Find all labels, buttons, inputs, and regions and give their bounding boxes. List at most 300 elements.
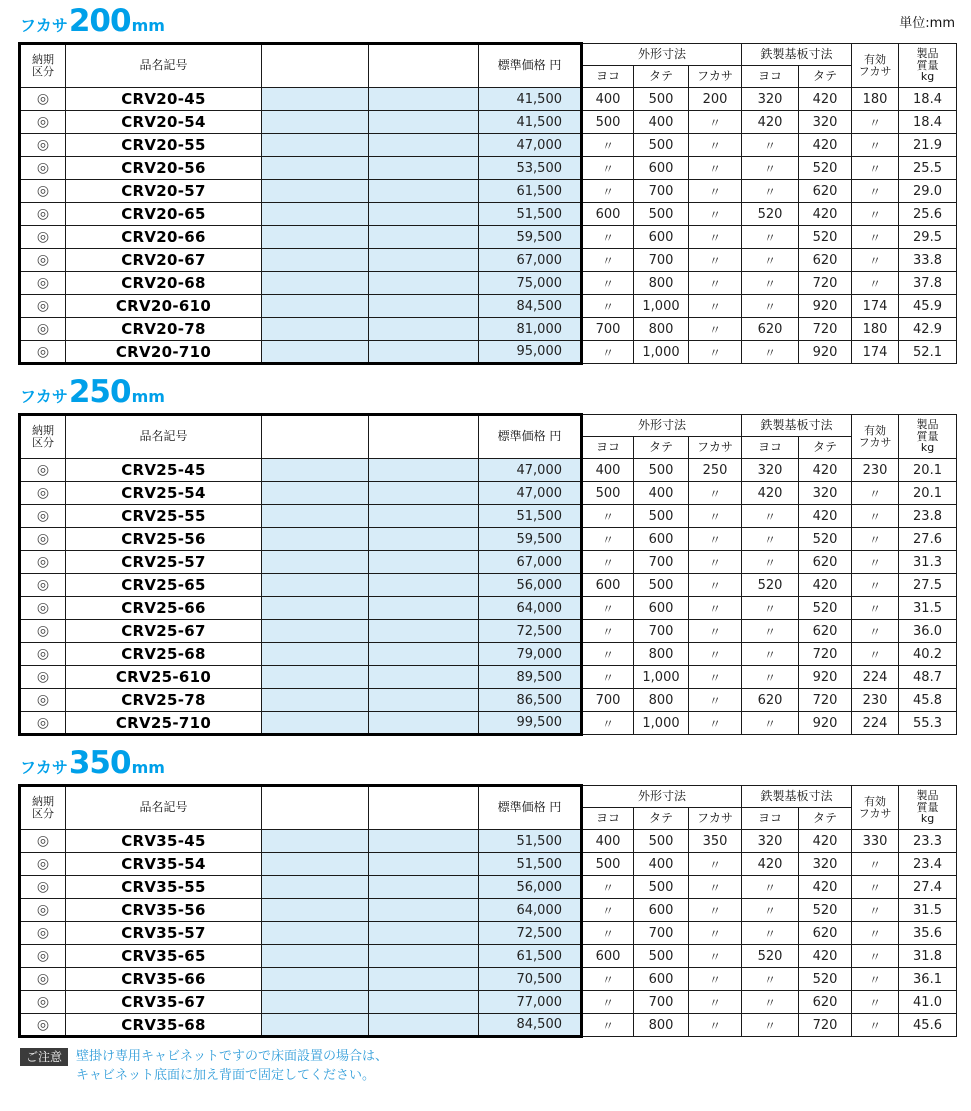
mass-cell: 31.3 xyxy=(899,551,957,574)
header-base-height: タテ xyxy=(799,808,852,830)
header-outer-dimensions: 外形寸法 xyxy=(582,786,742,808)
effective-depth-cell: 〃 xyxy=(852,272,899,295)
base-width-cell: 320 xyxy=(742,88,799,111)
delivery-mark-cell: ◎ xyxy=(20,180,66,203)
base-height-cell: 720 xyxy=(799,272,852,295)
outer-height-cell: 700 xyxy=(634,551,689,574)
delivery-mark-cell: ◎ xyxy=(20,620,66,643)
empty-cell xyxy=(369,1014,479,1037)
header-effective-line1: 有効 xyxy=(864,52,887,66)
base-width-cell: 〃 xyxy=(742,505,799,528)
header-height: タテ xyxy=(634,66,689,88)
effective-depth-cell: 〃 xyxy=(852,643,899,666)
base-width-cell: 420 xyxy=(742,853,799,876)
header-mass-line2: 質量 xyxy=(916,429,939,443)
outer-height-cell: 600 xyxy=(634,157,689,180)
outer-depth-cell: 〃 xyxy=(689,899,742,922)
outer-depth-cell: 〃 xyxy=(689,551,742,574)
outer-depth-cell: 200 xyxy=(689,88,742,111)
empty-cell xyxy=(369,226,479,249)
outer-width-cell: 〃 xyxy=(582,157,634,180)
base-width-cell: 〃 xyxy=(742,666,799,689)
empty-cell xyxy=(262,666,369,689)
table-row xyxy=(20,111,957,134)
outer-depth-cell: 〃 xyxy=(689,203,742,226)
base-height-cell: 920 xyxy=(799,295,852,318)
price-cell: 59,500 xyxy=(479,226,582,249)
effective-depth-cell: 〃 xyxy=(852,249,899,272)
price-cell: 79,000 xyxy=(479,643,582,666)
effective-depth-cell: 〃 xyxy=(852,111,899,134)
table-row xyxy=(20,712,957,735)
base-height-cell: 420 xyxy=(799,830,852,853)
empty-cell xyxy=(369,318,479,341)
outer-width-cell: 〃 xyxy=(582,991,634,1014)
price-table-section xyxy=(18,374,955,736)
header-price: 標準価格 円 xyxy=(479,415,582,459)
delivery-mark-cell: ◎ xyxy=(20,689,66,712)
empty-cell xyxy=(262,991,369,1014)
table-row xyxy=(20,318,957,341)
mass-cell: 25.5 xyxy=(899,157,957,180)
empty-cell xyxy=(262,922,369,945)
empty-cell xyxy=(262,853,369,876)
base-height-cell: 420 xyxy=(799,459,852,482)
product-code-cell: CRV20-54 xyxy=(66,111,262,134)
base-width-cell: 〃 xyxy=(742,1014,799,1037)
product-code-cell: CRV25-65 xyxy=(66,574,262,597)
product-code-cell: CRV20-57 xyxy=(66,180,262,203)
outer-width-cell: 500 xyxy=(582,111,634,134)
empty-cell xyxy=(369,111,479,134)
outer-width-cell: 700 xyxy=(582,689,634,712)
price-cell: 51,500 xyxy=(479,853,582,876)
outer-height-cell: 500 xyxy=(634,88,689,111)
price-cell: 64,000 xyxy=(479,597,582,620)
outer-width-cell: 〃 xyxy=(582,551,634,574)
outer-depth-cell: 〃 xyxy=(689,134,742,157)
outer-depth-cell: 〃 xyxy=(689,226,742,249)
mass-cell: 42.9 xyxy=(899,318,957,341)
header-product: 品名記号 xyxy=(66,44,262,88)
outer-height-cell: 400 xyxy=(634,853,689,876)
empty-cell xyxy=(369,968,479,991)
base-width-cell: 〃 xyxy=(742,899,799,922)
outer-width-cell: 〃 xyxy=(582,1014,634,1037)
delivery-mark-cell: ◎ xyxy=(20,968,66,991)
table-row xyxy=(20,922,957,945)
empty-cell xyxy=(369,341,479,364)
delivery-mark-cell: ◎ xyxy=(20,574,66,597)
outer-height-cell: 500 xyxy=(634,945,689,968)
section-title-value: 250 xyxy=(68,374,131,410)
outer-width-cell: 〃 xyxy=(582,597,634,620)
empty-cell xyxy=(369,922,479,945)
delivery-mark-cell: ◎ xyxy=(20,597,66,620)
product-code-cell: CRV35-55 xyxy=(66,876,262,899)
outer-width-cell: 400 xyxy=(582,88,634,111)
price-cell: 53,500 xyxy=(479,157,582,180)
empty-cell xyxy=(369,574,479,597)
outer-depth-cell: 〃 xyxy=(689,341,742,364)
delivery-mark-cell: ◎ xyxy=(20,459,66,482)
table-row xyxy=(20,272,957,295)
product-code-cell: CRV20-710 xyxy=(66,341,262,364)
effective-depth-cell: 〃 xyxy=(852,134,899,157)
table-row xyxy=(20,157,957,180)
base-height-cell: 720 xyxy=(799,1014,852,1037)
empty-cell xyxy=(369,830,479,853)
empty-cell xyxy=(369,272,479,295)
base-width-cell: 〃 xyxy=(742,528,799,551)
base-height-cell: 620 xyxy=(799,922,852,945)
empty-cell xyxy=(262,459,369,482)
header-effective-line2: フカサ xyxy=(858,806,892,820)
table-row xyxy=(20,945,957,968)
base-height-cell: 520 xyxy=(799,157,852,180)
empty-cell xyxy=(369,712,479,735)
table-row xyxy=(20,830,957,853)
header-empty-1 xyxy=(262,786,369,830)
table-row xyxy=(20,853,957,876)
product-code-cell: CRV25-55 xyxy=(66,505,262,528)
header-height: タテ xyxy=(634,808,689,830)
outer-depth-cell: 350 xyxy=(689,830,742,853)
price-cell: 75,000 xyxy=(479,272,582,295)
base-width-cell: 〃 xyxy=(742,620,799,643)
product-code-cell: CRV20-78 xyxy=(66,318,262,341)
caution-badge: ご注意 xyxy=(20,1048,68,1066)
header-mass-line1: 製品 xyxy=(916,47,939,61)
table-row xyxy=(20,459,957,482)
price-cell: 99,500 xyxy=(479,712,582,735)
mass-cell: 41.0 xyxy=(899,991,957,1014)
mass-cell: 31.5 xyxy=(899,597,957,620)
outer-depth-cell: 〃 xyxy=(689,643,742,666)
product-code-cell: CRV20-66 xyxy=(66,226,262,249)
base-height-cell: 620 xyxy=(799,551,852,574)
header-empty-1 xyxy=(262,415,369,459)
table-row xyxy=(20,991,957,1014)
empty-cell xyxy=(369,134,479,157)
table-row xyxy=(20,203,957,226)
caution-text-line2: キャビネット底面に加え背面で固定してください。 xyxy=(76,1067,376,1083)
product-code-cell: CRV25-54 xyxy=(66,482,262,505)
table-row xyxy=(20,341,957,364)
mass-cell: 45.6 xyxy=(899,1014,957,1037)
base-height-cell: 920 xyxy=(799,666,852,689)
outer-depth-cell: 〃 xyxy=(689,853,742,876)
price-cell: 89,500 xyxy=(479,666,582,689)
caution-text-line1: 壁掛け専用キャビネットですので床面設置の場合は、 xyxy=(76,1049,389,1064)
product-code-cell: CRV35-65 xyxy=(66,945,262,968)
delivery-mark-cell: ◎ xyxy=(20,482,66,505)
outer-width-cell: 400 xyxy=(582,459,634,482)
empty-cell xyxy=(369,551,479,574)
base-height-cell: 420 xyxy=(799,876,852,899)
outer-height-cell: 800 xyxy=(634,318,689,341)
empty-cell xyxy=(262,318,369,341)
base-width-cell: 〃 xyxy=(742,134,799,157)
outer-depth-cell: 〃 xyxy=(689,968,742,991)
mass-cell: 31.8 xyxy=(899,945,957,968)
section-title-value: 200 xyxy=(68,3,131,39)
section-title xyxy=(20,374,955,410)
outer-depth-cell: 〃 xyxy=(689,249,742,272)
outer-width-cell: 〃 xyxy=(582,295,634,318)
base-height-cell: 620 xyxy=(799,991,852,1014)
empty-cell xyxy=(369,689,479,712)
header-delivery xyxy=(20,44,66,88)
outer-height-cell: 800 xyxy=(634,689,689,712)
empty-cell xyxy=(369,620,479,643)
mass-cell: 27.5 xyxy=(899,574,957,597)
outer-depth-cell: 〃 xyxy=(689,689,742,712)
outer-height-cell: 800 xyxy=(634,272,689,295)
price-cell: 81,000 xyxy=(479,318,582,341)
product-code-cell: CRV25-57 xyxy=(66,551,262,574)
header-mass-line2: 質量 xyxy=(916,800,939,814)
outer-depth-cell: 〃 xyxy=(689,922,742,945)
empty-cell xyxy=(262,597,369,620)
empty-cell xyxy=(369,157,479,180)
base-width-cell: 〃 xyxy=(742,249,799,272)
product-code-cell: CRV25-45 xyxy=(66,459,262,482)
mass-cell: 31.5 xyxy=(899,899,957,922)
outer-width-cell: 〃 xyxy=(582,899,634,922)
price-cell: 41,500 xyxy=(479,111,582,134)
product-code-cell: CRV25-66 xyxy=(66,597,262,620)
effective-depth-cell: 〃 xyxy=(852,157,899,180)
empty-cell xyxy=(262,88,369,111)
delivery-mark-cell: ◎ xyxy=(20,295,66,318)
table-row xyxy=(20,968,957,991)
effective-depth-cell: 〃 xyxy=(852,853,899,876)
product-code-cell: CRV25-610 xyxy=(66,666,262,689)
outer-height-cell: 700 xyxy=(634,620,689,643)
caution-note xyxy=(20,1048,955,1086)
price-table-section xyxy=(18,745,955,1038)
section-title-suffix: mm xyxy=(131,387,165,406)
price-cell: 51,500 xyxy=(479,505,582,528)
delivery-mark-cell: ◎ xyxy=(20,1014,66,1037)
section-title xyxy=(20,3,955,39)
effective-depth-cell: 〃 xyxy=(852,203,899,226)
outer-height-cell: 1,000 xyxy=(634,666,689,689)
table-row xyxy=(20,899,957,922)
outer-depth-cell: 〃 xyxy=(689,945,742,968)
delivery-mark-cell: ◎ xyxy=(20,666,66,689)
outer-depth-cell: 〃 xyxy=(689,876,742,899)
empty-cell xyxy=(262,689,369,712)
effective-depth-cell: 330 xyxy=(852,830,899,853)
outer-width-cell: 700 xyxy=(582,318,634,341)
table-row xyxy=(20,876,957,899)
base-height-cell: 620 xyxy=(799,249,852,272)
outer-height-cell: 600 xyxy=(634,899,689,922)
effective-depth-cell: 〃 xyxy=(852,528,899,551)
base-width-cell: 〃 xyxy=(742,991,799,1014)
price-cell: 84,500 xyxy=(479,1014,582,1037)
empty-cell xyxy=(262,111,369,134)
header-depth: フカサ xyxy=(689,66,742,88)
mass-cell: 48.7 xyxy=(899,666,957,689)
base-width-cell: 〃 xyxy=(742,876,799,899)
header-mass-line3: kg xyxy=(920,70,935,84)
header-base-width: ヨコ xyxy=(742,808,799,830)
price-cell: 72,500 xyxy=(479,620,582,643)
outer-height-cell: 500 xyxy=(634,876,689,899)
outer-width-cell: 500 xyxy=(582,853,634,876)
outer-width-cell: 〃 xyxy=(582,666,634,689)
header-base-width: ヨコ xyxy=(742,66,799,88)
header-effective-line1: 有効 xyxy=(864,423,887,437)
table-row xyxy=(20,528,957,551)
price-cell: 51,500 xyxy=(479,830,582,853)
empty-cell xyxy=(369,295,479,318)
base-width-cell: 〃 xyxy=(742,272,799,295)
effective-depth-cell: 224 xyxy=(852,666,899,689)
price-table xyxy=(18,784,957,1038)
mass-cell: 35.6 xyxy=(899,922,957,945)
outer-width-cell: 〃 xyxy=(582,272,634,295)
empty-cell xyxy=(369,482,479,505)
outer-height-cell: 800 xyxy=(634,1014,689,1037)
header-empty-1 xyxy=(262,44,369,88)
delivery-mark-cell: ◎ xyxy=(20,318,66,341)
product-code-cell: CRV20-67 xyxy=(66,249,262,272)
empty-cell xyxy=(262,876,369,899)
mass-cell: 45.9 xyxy=(899,295,957,318)
empty-cell xyxy=(262,830,369,853)
empty-cell xyxy=(369,945,479,968)
effective-depth-cell: 〃 xyxy=(852,597,899,620)
price-cell: 56,000 xyxy=(479,574,582,597)
outer-width-cell: 600 xyxy=(582,574,634,597)
base-width-cell: 420 xyxy=(742,111,799,134)
price-cell: 59,500 xyxy=(479,528,582,551)
header-delivery-line2: 区分 xyxy=(32,436,54,449)
header-effective-depth xyxy=(852,786,899,830)
table-row xyxy=(20,643,957,666)
section-title-suffix: mm xyxy=(131,16,165,35)
mass-cell: 45.8 xyxy=(899,689,957,712)
price-cell: 61,500 xyxy=(479,945,582,968)
empty-cell xyxy=(369,597,479,620)
mass-cell: 37.8 xyxy=(899,272,957,295)
price-cell: 47,000 xyxy=(479,134,582,157)
delivery-mark-cell: ◎ xyxy=(20,991,66,1014)
header-product-mass xyxy=(899,415,957,459)
section-title-prefix: フカサ xyxy=(20,758,68,777)
effective-depth-cell: 174 xyxy=(852,341,899,364)
base-height-cell: 420 xyxy=(799,574,852,597)
product-code-cell: CRV20-55 xyxy=(66,134,262,157)
base-width-cell: 〃 xyxy=(742,180,799,203)
outer-height-cell: 700 xyxy=(634,180,689,203)
base-height-cell: 420 xyxy=(799,134,852,157)
outer-depth-cell: 〃 xyxy=(689,180,742,203)
price-cell: 51,500 xyxy=(479,203,582,226)
outer-height-cell: 600 xyxy=(634,597,689,620)
effective-depth-cell: 180 xyxy=(852,88,899,111)
header-empty-2 xyxy=(369,415,479,459)
header-outer-dimensions: 外形寸法 xyxy=(582,415,742,437)
delivery-mark-cell: ◎ xyxy=(20,341,66,364)
header-effective-line2: フカサ xyxy=(858,435,892,449)
outer-height-cell: 500 xyxy=(634,574,689,597)
mass-cell: 23.8 xyxy=(899,505,957,528)
outer-height-cell: 500 xyxy=(634,459,689,482)
outer-height-cell: 500 xyxy=(634,830,689,853)
mass-cell: 36.1 xyxy=(899,968,957,991)
header-delivery xyxy=(20,786,66,830)
empty-cell xyxy=(262,249,369,272)
price-cell: 67,000 xyxy=(479,249,582,272)
delivery-mark-cell: ◎ xyxy=(20,249,66,272)
header-width: ヨコ xyxy=(582,437,634,459)
base-height-cell: 720 xyxy=(799,643,852,666)
price-cell: 47,000 xyxy=(479,459,582,482)
product-code-cell: CRV35-57 xyxy=(66,922,262,945)
product-code-cell: CRV35-56 xyxy=(66,899,262,922)
outer-depth-cell: 〃 xyxy=(689,574,742,597)
outer-width-cell: 〃 xyxy=(582,968,634,991)
product-code-cell: CRV25-710 xyxy=(66,712,262,735)
effective-depth-cell: 〃 xyxy=(852,505,899,528)
table-row xyxy=(20,249,957,272)
outer-depth-cell: 〃 xyxy=(689,157,742,180)
base-width-cell: 320 xyxy=(742,459,799,482)
empty-cell xyxy=(262,341,369,364)
price-cell: 72,500 xyxy=(479,922,582,945)
price-table xyxy=(18,42,957,365)
base-width-cell: 520 xyxy=(742,574,799,597)
header-empty-2 xyxy=(369,786,479,830)
outer-width-cell: 600 xyxy=(582,945,634,968)
outer-height-cell: 700 xyxy=(634,249,689,272)
outer-width-cell: 500 xyxy=(582,482,634,505)
header-delivery xyxy=(20,415,66,459)
header-price: 標準価格 円 xyxy=(479,44,582,88)
empty-cell xyxy=(369,899,479,922)
table-row xyxy=(20,551,957,574)
outer-width-cell: 〃 xyxy=(582,528,634,551)
product-code-cell: CRV35-68 xyxy=(66,1014,262,1037)
effective-depth-cell: 174 xyxy=(852,295,899,318)
outer-depth-cell: 〃 xyxy=(689,272,742,295)
product-code-cell: CRV20-610 xyxy=(66,295,262,318)
delivery-mark-cell: ◎ xyxy=(20,203,66,226)
outer-height-cell: 1,000 xyxy=(634,712,689,735)
price-cell: 77,000 xyxy=(479,991,582,1014)
price-cell: 61,500 xyxy=(479,180,582,203)
delivery-mark-cell: ◎ xyxy=(20,853,66,876)
base-height-cell: 720 xyxy=(799,689,852,712)
base-width-cell: 520 xyxy=(742,203,799,226)
empty-cell xyxy=(262,528,369,551)
delivery-mark-cell: ◎ xyxy=(20,226,66,249)
mass-cell: 29.0 xyxy=(899,180,957,203)
base-height-cell: 320 xyxy=(799,482,852,505)
empty-cell xyxy=(262,482,369,505)
empty-cell xyxy=(369,88,479,111)
header-base-width: ヨコ xyxy=(742,437,799,459)
price-table-section xyxy=(18,3,955,365)
base-width-cell: 320 xyxy=(742,830,799,853)
header-height: タテ xyxy=(634,437,689,459)
header-delivery-line2: 区分 xyxy=(32,807,54,820)
